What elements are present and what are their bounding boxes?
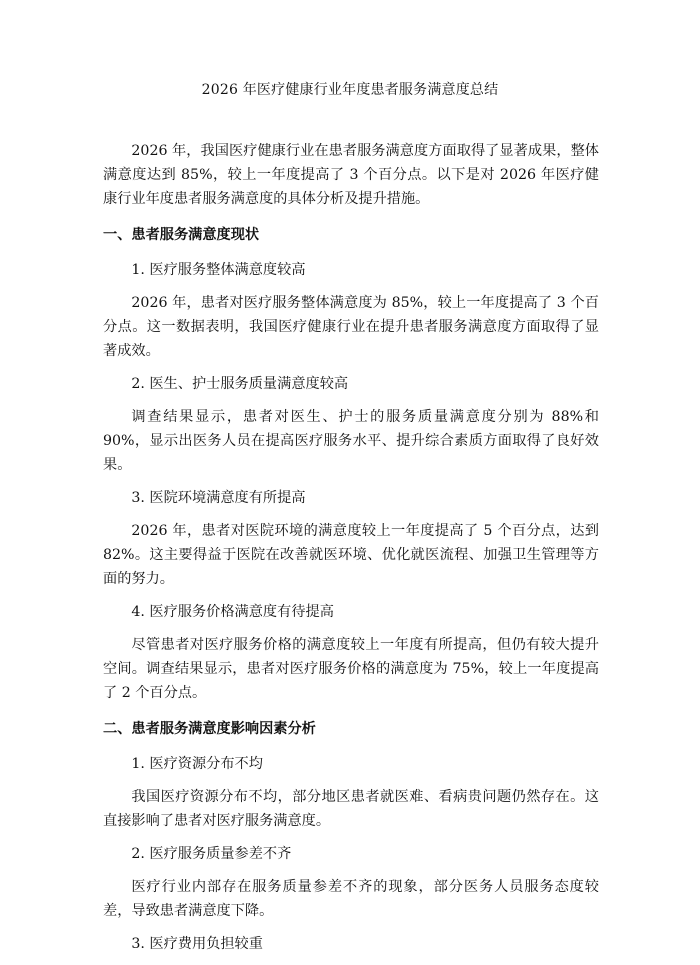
paragraph-1-1: 2026 年，患者对医疗服务整体满意度为 85%，较上一年度提高了 3 个百分点。这一数据表明，我国医疗健康行业在提升患者服务满意度方面取得了显著成效。 — [103, 295, 599, 359]
paragraph-2-1: 我国医疗资源分布不均，部分地区患者就医难、看病贵问题仍然存在。这直接影响了患者对医疗服务满意度。 — [103, 789, 599, 829]
paragraph-1-3: 2026 年，患者对医院环境的满意度较上一年度提高了 5 个百分点，达到 82%。这主要得益于医院在改善就医环境、优化就医流程、加强卫生管理等方面的努力。 — [103, 523, 599, 587]
subheading-2-3: 3. 医疗费用负担较重 — [131, 936, 263, 952]
section-heading-1: 一、患者服务满意度现状 — [103, 227, 260, 243]
section-heading-2: 二、患者服务满意度影响因素分析 — [103, 721, 316, 737]
subheading-2-1: 1. 医疗资源分布不均 — [131, 756, 263, 772]
subheading-1-2: 2. 医生、护士服务质量满意度较高 — [131, 376, 349, 392]
document-title: 2026 年医疗健康行业年度患者服务满意度总结 — [201, 82, 499, 98]
subheading-2-2: 2. 医疗服务质量参差不齐 — [131, 846, 292, 862]
paragraph-2-2: 医疗行业内部存在服务质量参差不齐的现象，部分医务人员服务态度较差，导致患者满意度下降。 — [103, 879, 599, 919]
paragraph-1-4: 尽管患者对医疗服务价格的满意度较上一年度有所提高，但仍有较大提升空间。调查结果显示，患者对医疗服务价格的满意度为 75%，较上一年度提高了 2 个百分点。 — [103, 637, 599, 701]
subheading-1-3: 3. 医院环境满意度有所提高 — [131, 490, 306, 506]
document-body — [103, 139, 599, 965]
intro-paragraph: 2026 年，我国医疗健康行业在患者服务满意度方面取得了显著成果，整体满意度达到 85%，较上一年度提高了 3 个百分点。以下是对 2026 年医疗健康行业年度患者服务满意度的具体分析及提升措施。 — [103, 143, 599, 207]
paragraph-1-2: 调查结果显示，患者对医生、护士的服务质量满意度分别为 88%和 90%，显示出医务人员在提高医疗服务水平、提升综合素质方面取得了良好效果。 — [103, 409, 599, 473]
subheading-1-1: 1. 医疗服务整体满意度较高 — [131, 262, 306, 278]
subheading-1-4: 4. 医疗服务价格满意度有待提高 — [131, 604, 334, 620]
